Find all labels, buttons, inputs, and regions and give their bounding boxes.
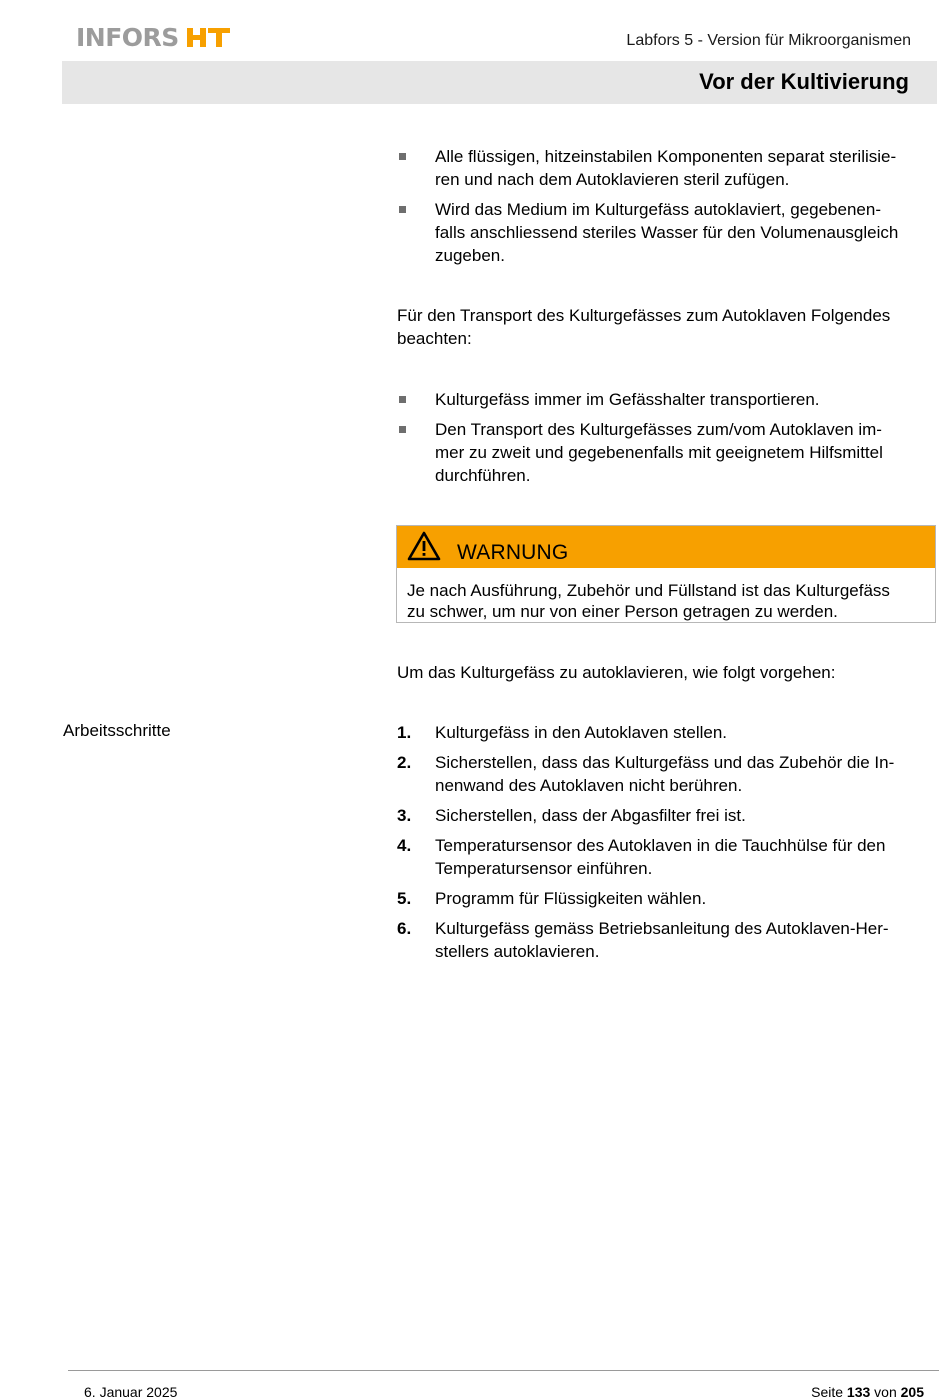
section-title: Vor der Kultivierung: [699, 69, 909, 94]
transport-intro: Für den Transport des Kulturgefässes zum Autoklaven Folgendes beachten:: [397, 306, 891, 348]
footer-date: 6. Januar 2025: [84, 1384, 178, 1400]
step-list: [397, 721, 937, 970]
step-number: 4.: [397, 836, 412, 855]
bullet-list-transport: [397, 388, 937, 494]
page-number: Seite 133 von 205: [811, 1384, 924, 1400]
company-logo: [76, 22, 231, 52]
footer-divider: [68, 1370, 939, 1371]
list-item: Kulturgefäss immer im Gefässhalter transportieren.: [397, 388, 937, 411]
step-item: 3. Sicherstellen, dass der Abgasfilter frei ist.: [397, 806, 746, 825]
step-item: 1. Kulturgefäss in den Autoklaven stellen.: [397, 723, 728, 742]
step-item: 6. Kulturgefäss gemäss Betriebsanleitung des Autoklaven-Her- stellers autoklavieren.: [397, 919, 889, 961]
step-item: 5. Programm für Flüssigkeiten wählen.: [397, 889, 707, 908]
bullet-list-top: [397, 145, 937, 274]
document-title: Labfors 5 - Version für Mikroorganismen: [626, 32, 911, 49]
bullet-square-icon: [399, 396, 406, 403]
warning-label: WARNUNG: [457, 541, 569, 564]
warning-text: Je nach Ausführung, Zubehör und Füllstand ist das Kulturgefäss zu schwer, um nur von einer Person getragen zu werden.: [407, 581, 890, 621]
bullet-square-icon: [399, 206, 406, 213]
list-item: Wird das Medium im Kulturgefäss autoklaviert, gegebenen- falls anschliessend steriles Wasser für den Volumenausgleich zugeben.: [397, 198, 937, 267]
current-page: 133: [846, 1384, 871, 1400]
section-title-band: [62, 61, 937, 104]
procedure-intro: Um das Kulturgefäss zu autoklavieren, wie folgt vorgehen:: [397, 663, 836, 682]
bullet-square-icon: [399, 153, 406, 160]
step-number: 5.: [397, 889, 412, 908]
warning-triangle-icon: [407, 531, 441, 561]
step-number: 3.: [397, 806, 412, 825]
list-item: Alle flüssigen, hitzeinstabilen Komponenten separat sterilisie- ren und nach dem Autoklavieren steril zufügen.: [397, 145, 937, 191]
warning-header: [397, 526, 935, 568]
step-number: 6.: [397, 919, 412, 938]
list-item: Den Transport des Kulturgefässes zum/vom Autoklaven im- mer zu zweit und gegebenenfalls mit geeignetem Hilfsmittel durchführen.: [397, 418, 937, 487]
logo-wordmark: INFORS: [76, 22, 179, 52]
ht-logo-mark: [187, 25, 231, 49]
total-pages: 205: [900, 1384, 924, 1400]
warning-box: [396, 525, 936, 623]
step-item: 2. Sicherstellen, dass das Kulturgefäss und das Zubehör die In- nenwand des Autoklaven nicht berühren.: [397, 753, 895, 795]
bullet-square-icon: [399, 426, 406, 433]
step-number: 2.: [397, 753, 412, 772]
step-number: 1.: [397, 723, 412, 742]
side-label-work-steps: Arbeitsschritte: [63, 721, 171, 740]
step-item: 4. Temperatursensor des Autoklaven in die Tauchhülse für den Temperatursensor einführen.: [397, 836, 886, 878]
